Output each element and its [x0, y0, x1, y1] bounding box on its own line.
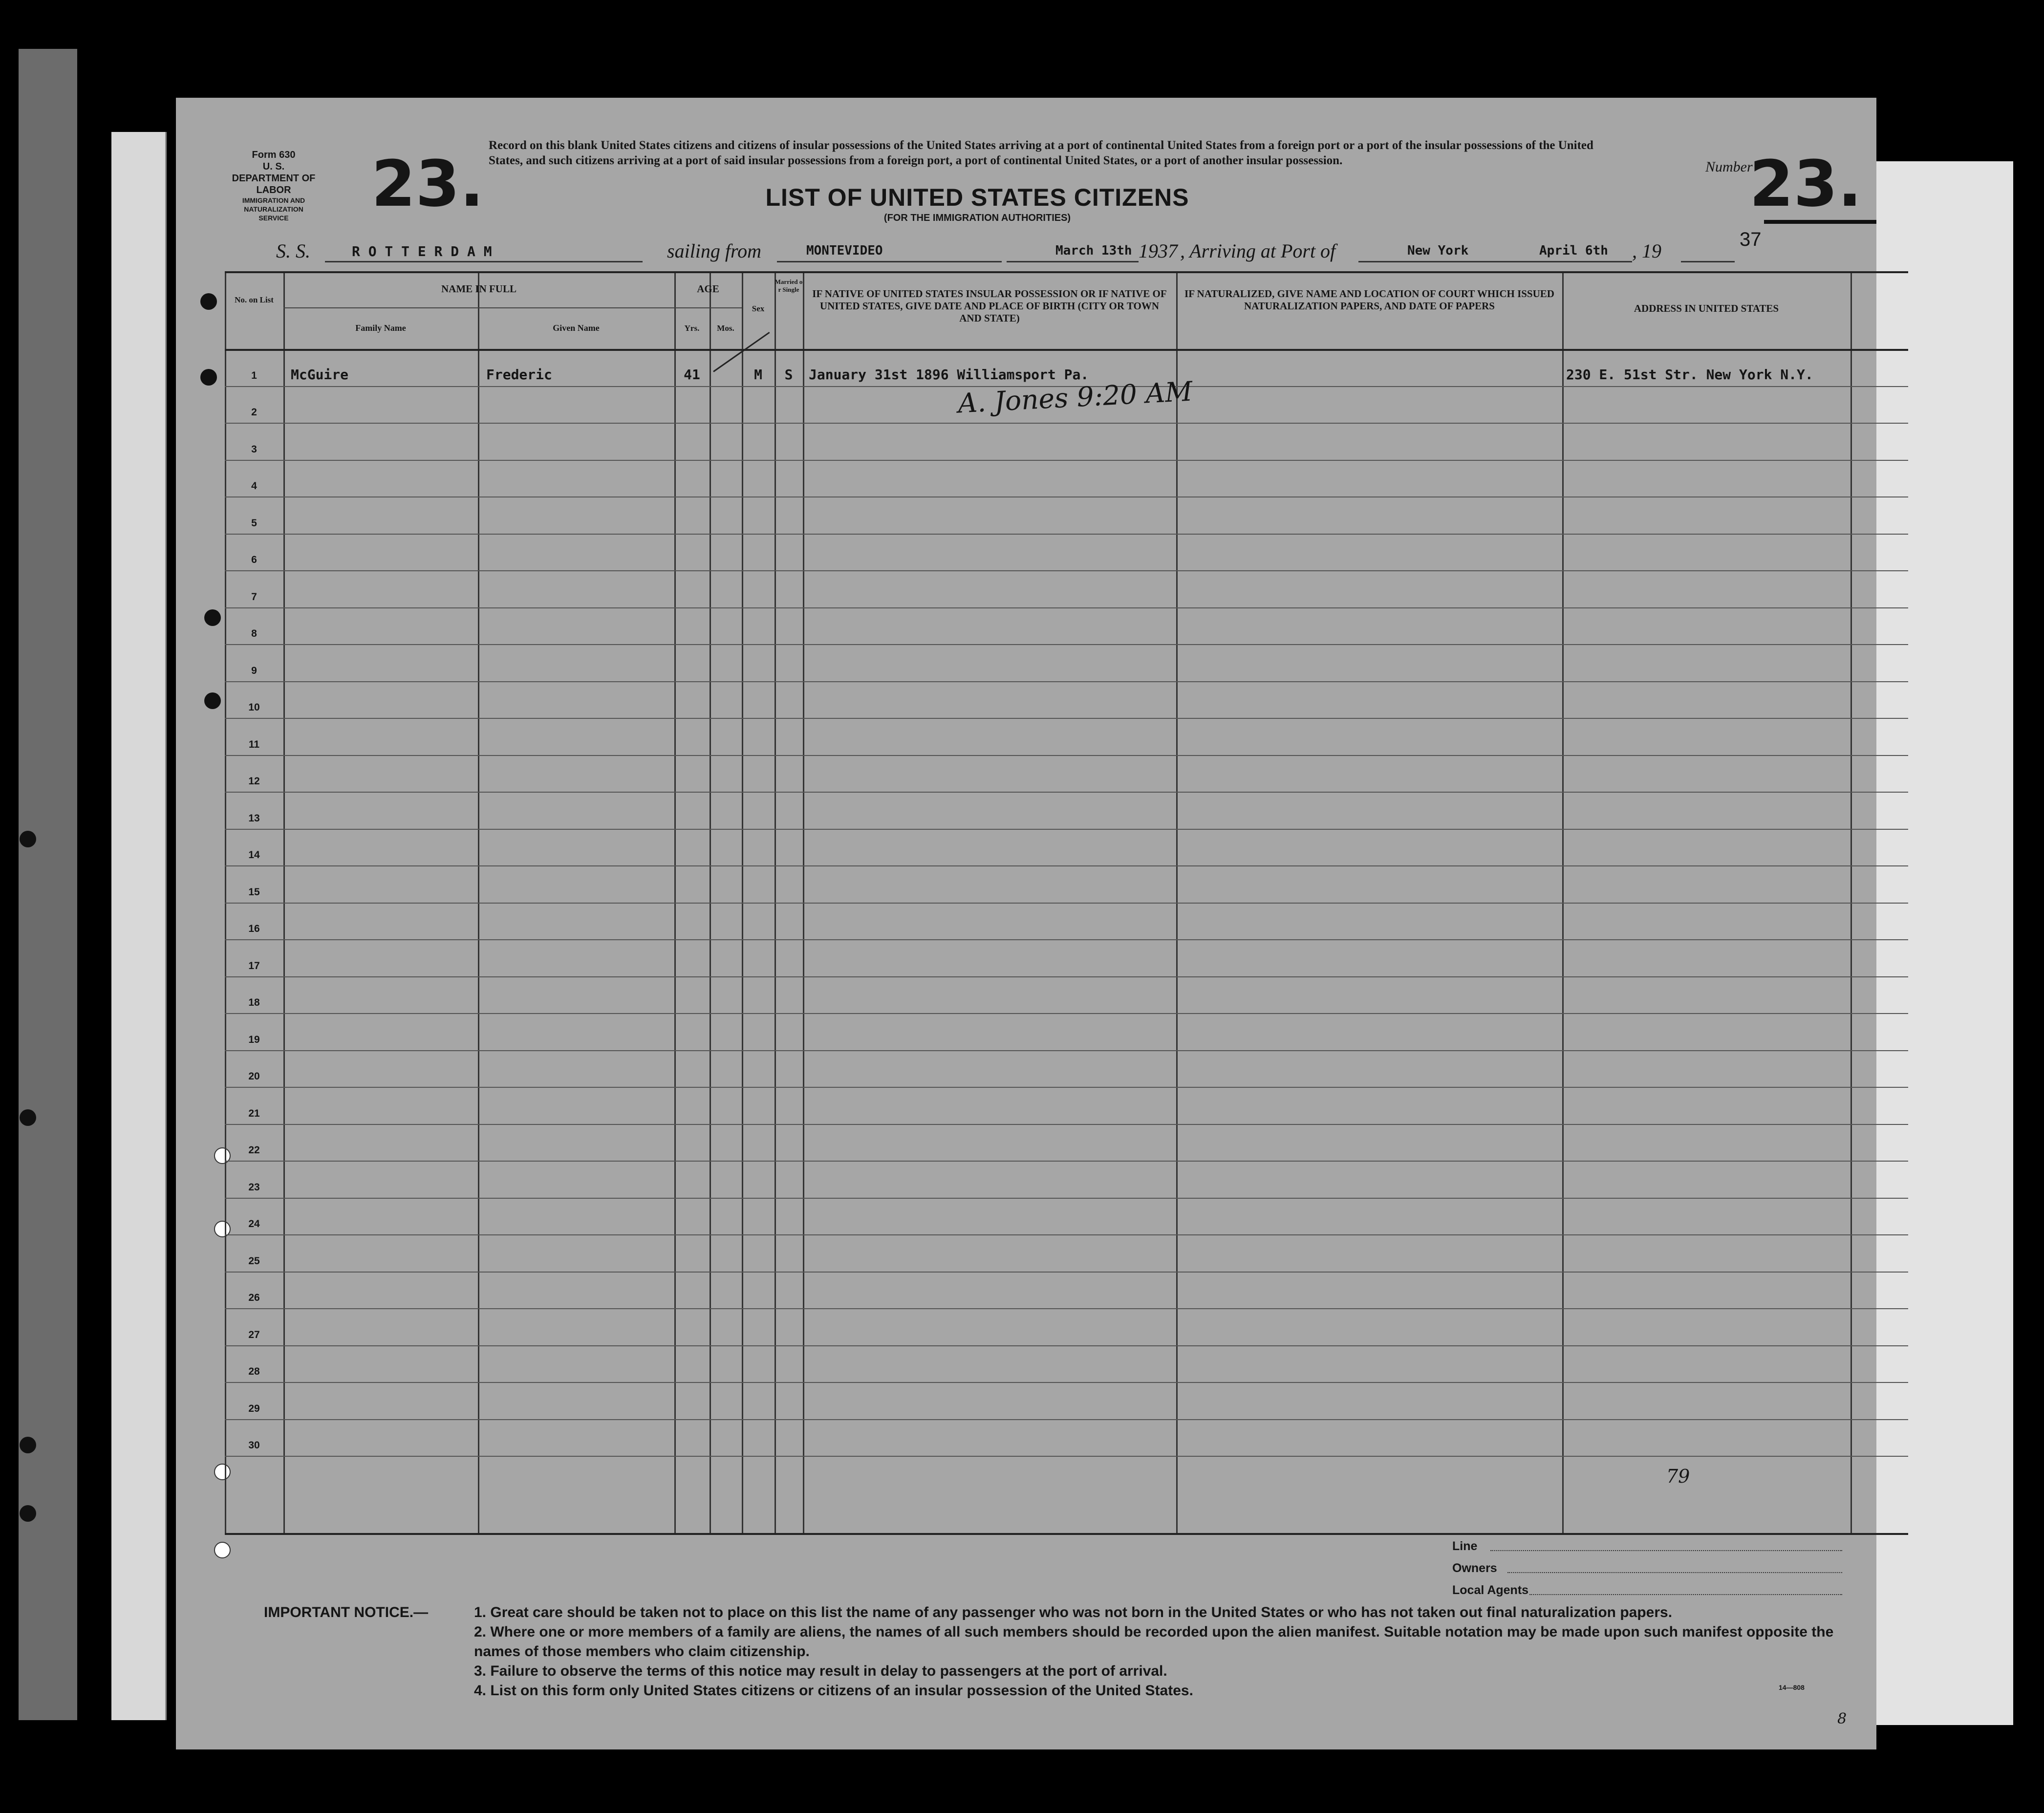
owners-label: Owners [1452, 1561, 1497, 1575]
row-number: 27 [248, 1329, 260, 1340]
page-mark: 8 [1837, 1710, 1847, 1727]
row-line [225, 903, 1908, 904]
row-line [225, 460, 1908, 461]
handwritten-note: A. Jones 9:20 AM [957, 375, 1193, 419]
row-line [225, 1161, 1908, 1162]
stamp-number: 79 [1666, 1466, 1690, 1487]
row-number: 24 [248, 1218, 260, 1230]
local-agents-label: Local Agents [1452, 1583, 1529, 1597]
row-line [225, 792, 1908, 793]
print-code: 14—808 [1779, 1684, 1805, 1691]
punch-hole [200, 369, 217, 386]
col-given-name: Given Name [553, 323, 600, 333]
cell-ms: S [784, 366, 793, 383]
row-line [225, 1013, 1908, 1014]
film-edge-strip [19, 49, 77, 1720]
arriving-label: , Arriving at Port of [1180, 240, 1336, 262]
year-suffix: 37 [1740, 229, 1762, 250]
binder-hole [20, 831, 36, 847]
cell-addr: 230 E. 51st Str. New York N.Y. [1566, 366, 1813, 383]
notice-item-1: 1. Great care should be taken not to place on this list the name of any passenger who was not born in the United States or who has not taken out final naturalization papers. [474, 1604, 1673, 1620]
form-number: Form 630 [252, 150, 296, 160]
row-number: 6 [251, 554, 257, 565]
manifest-sheet [176, 98, 1876, 1749]
cell-sex: M [754, 366, 762, 383]
row-number: 14 [248, 849, 260, 861]
row-number: 3 [251, 443, 257, 455]
row-line [225, 644, 1908, 645]
row-line [225, 1198, 1908, 1199]
row-number: 11 [248, 738, 260, 750]
col-no: No. on List [235, 295, 274, 304]
row-number: 1 [251, 369, 257, 381]
row-line [225, 1050, 1908, 1051]
cell-yrs: 41 [684, 366, 700, 383]
row-line [225, 829, 1908, 830]
col-married-single: Married or Single [775, 278, 803, 293]
binder-hole [20, 1505, 36, 1522]
row-line [225, 423, 1908, 424]
row-number: 4 [251, 480, 257, 492]
row-number: 17 [248, 960, 260, 971]
number-label: Number [1705, 159, 1753, 175]
row-number: 21 [248, 1107, 260, 1119]
row-number: 20 [248, 1071, 260, 1082]
row-number: 30 [248, 1440, 260, 1451]
punch-hole [204, 692, 221, 709]
row-number: 29 [248, 1403, 260, 1414]
row-number: 26 [248, 1292, 260, 1303]
depart-date: March 13th [1055, 243, 1132, 258]
row-number: 16 [248, 923, 260, 934]
col-sex: Sex [752, 304, 765, 313]
row-number: 28 [248, 1366, 260, 1377]
col-name-in-full: NAME IN FULL [441, 283, 516, 295]
row-number: 19 [248, 1034, 260, 1045]
row-number: 25 [248, 1255, 260, 1267]
row-line [225, 1382, 1908, 1383]
row-number: 2 [251, 407, 257, 418]
row-number: 22 [248, 1144, 260, 1156]
col-naturalized: IF NATURALIZED, GIVE NAME AND LOCATION OF COURT WHICH ISSUED NATURALIZATION PAPERS, AND DATE OF PAPERS [1184, 288, 1554, 312]
col-birth: IF NATIVE OF UNITED STATES INSULAR POSSESSION OR IF NATIVE OF UNITED STATES, GIVE DATE AND PLACE OF BIRTH (CITY OR TOWN AND STATE) [812, 288, 1167, 324]
notice-heading: IMPORTANT NOTICE.— [264, 1604, 429, 1620]
underlying-page-edge [111, 132, 167, 1720]
row-line [225, 1234, 1908, 1235]
row-number: 15 [248, 886, 260, 898]
year-prefix: , 19 [1632, 240, 1661, 262]
row-line [225, 681, 1908, 682]
row-number: 5 [251, 517, 257, 529]
row-line [225, 718, 1908, 719]
row-line [225, 1272, 1908, 1273]
row-line [225, 755, 1908, 756]
binder-hole [20, 1437, 36, 1453]
notice-item-4: 4. List on this form only United States citizens or citizens of an insular possession of the United States. [474, 1683, 1193, 1699]
row-line [225, 1308, 1908, 1309]
cell-family: McGuire [291, 366, 349, 383]
depart-year: 1937 [1139, 240, 1178, 262]
important-notice [264, 1603, 1857, 1701]
department: U. S. DEPARTMENT OF LABOR [232, 161, 316, 195]
arrive-date: April 6th [1539, 243, 1608, 258]
col-age: AGE [697, 283, 719, 295]
row-line [225, 1124, 1908, 1125]
col-family-name: Family Name [355, 323, 406, 333]
list-number-handwritten: 23. [371, 147, 484, 221]
col-address: ADDRESS IN UNITED STATES [1634, 302, 1779, 314]
binder-hole [20, 1109, 36, 1126]
row-line [225, 1087, 1908, 1088]
arrive-port: New York [1407, 243, 1469, 258]
row-number: 12 [248, 776, 260, 787]
punch-hole [200, 293, 217, 310]
notice-item-3: 3. Failure to observe the terms of this notice may result in delay to passengers at the port of arrival. [474, 1663, 1167, 1679]
row-line [225, 496, 1908, 497]
cell-given: Frederic [486, 366, 552, 383]
row-line [225, 534, 1908, 535]
row-number: 8 [251, 628, 257, 639]
ss-label: S. S. [276, 240, 310, 262]
cell-birth: January 31st 1896 Williamsport Pa. [809, 366, 1089, 383]
row-line [225, 976, 1908, 977]
row-line [225, 1456, 1908, 1457]
punch-hole [214, 1542, 231, 1558]
ship-name: R O T T E R D A M [352, 243, 492, 259]
page-subtitle: (FOR THE IMMIGRATION AUTHORITIES) [883, 213, 1071, 223]
row-line [225, 607, 1908, 608]
row-number: 9 [251, 665, 257, 676]
row-line [225, 865, 1908, 866]
record-instructions: Record on this blank United States citizens and citizens of insular possessions of the United States arriving at a port of continental United States from a foreign port or a port of the insular possessions of the United States, and such citizens arriving at a port of said insular possessions from a foreign port, a port of continental United States, or a port of another insular possession. [489, 139, 1593, 167]
row-line [225, 1419, 1908, 1420]
col-mos: Mos. [717, 324, 734, 333]
punch-hole [204, 609, 221, 626]
row-line [225, 939, 1908, 940]
from-port: MONTEVIDEO [806, 243, 883, 258]
notice-item-2: 2. Where one or more members of a family are aliens, the names of all such members should be recorded upon the alien manifest. Suitable notation may be made upon such manifest opposite the names of those members who claim citizenship. [474, 1624, 1834, 1660]
col-yrs: Yrs. [684, 324, 700, 333]
row-number: 10 [248, 702, 260, 713]
number-underline [1764, 220, 1876, 224]
row-number: 7 [251, 591, 257, 603]
form-block [230, 149, 318, 222]
sailing-from-label: sailing from [667, 240, 761, 262]
service: IMMIGRATION AND NATURALIZATION SERVICE [242, 196, 305, 222]
page-title: LIST OF UNITED STATES CITIZENS [765, 184, 1189, 211]
number-value-handwritten: 23. [1749, 147, 1862, 221]
row-number: 18 [248, 997, 260, 1008]
line-label: Line [1452, 1539, 1478, 1553]
passenger-table [225, 271, 1908, 1535]
row-number: 23 [248, 1181, 260, 1193]
row-line [225, 1345, 1908, 1346]
row-line [225, 570, 1908, 571]
row-number: 13 [248, 812, 260, 824]
